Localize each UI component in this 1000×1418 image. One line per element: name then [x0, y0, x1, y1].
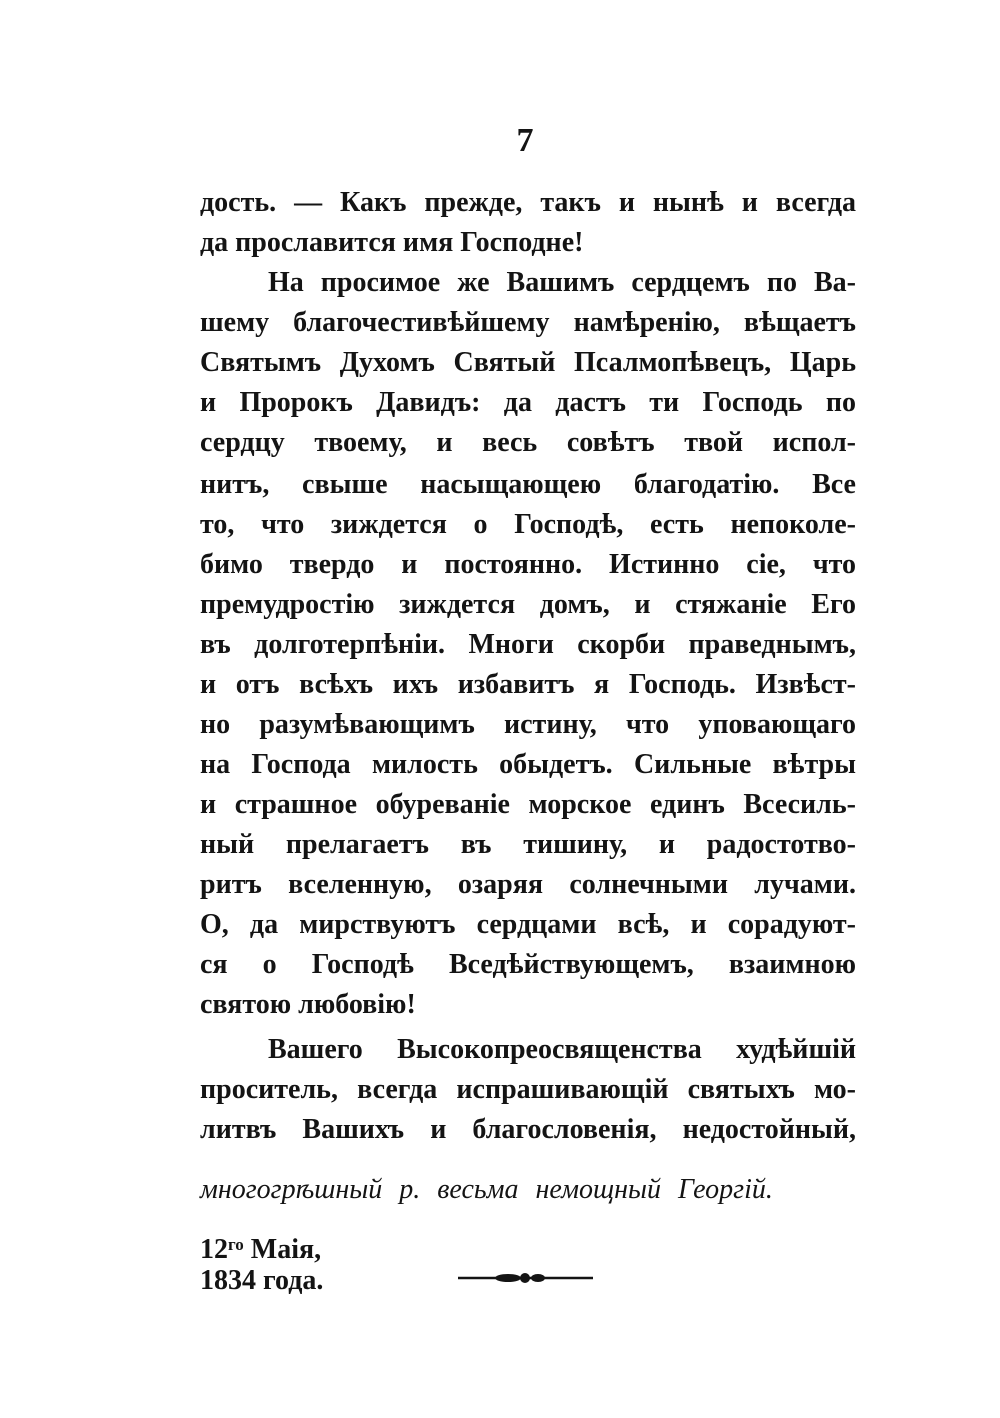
text-line: Вашего Высокопреосвященства худѣйшій	[268, 1034, 856, 1065]
text-line: и страшное обуреваніе морское единъ Всесиль-	[200, 789, 856, 820]
text-line: На просимое же Вашимъ сердцемъ по Ва-	[268, 267, 856, 298]
text-line: дость. — Какъ прежде, такъ и нынѣ и всегда	[200, 187, 856, 218]
text-line: но разумѣвающимъ истину, что уповающаго	[200, 709, 856, 740]
date-year: 1834 года.	[200, 1265, 324, 1296]
text-line: нитъ, свыше насыщающею благодатію. Все	[200, 469, 856, 500]
date-day-suffix: го	[228, 1235, 244, 1254]
text-line: сердцу твоему, и весь совѣтъ твой испол-	[200, 427, 856, 458]
text-line: бимо твердо и постоянно. Истинно сіе, что	[200, 549, 856, 580]
text-line: ся о Господѣ Вседѣйствующемъ, взаимною	[200, 949, 856, 980]
text-line: на Господа милость обыдетъ. Сильные вѣтры	[200, 749, 856, 780]
text-line: и отъ всѣхъ ихъ избавитъ я Господь. Извѣст-	[200, 669, 856, 700]
text-line: и Пророкъ Давидъ: да дастъ ти Господь по	[200, 387, 856, 418]
text-line: премудростію зиждется домъ, и стяжаніе Его	[200, 589, 856, 620]
text-line: ритъ вселенную, озаряя солнечными лучами.	[200, 869, 856, 900]
text-line: въ долготерпѣніи. Многи скорби праведнымъ,	[200, 629, 856, 660]
text-line: ный прелагаетъ въ тишину, и радостотво-	[200, 829, 856, 860]
date-day-number: 12	[200, 1234, 228, 1265]
ornament-divider-icon	[458, 1268, 593, 1288]
text-line: то, что зиждется о Господѣ, есть непоколе-	[200, 509, 856, 540]
text-line: проситель, всегда испрашивающій святыхъ мо-	[200, 1074, 856, 1105]
page-number: 7	[516, 122, 534, 159]
text-line: Святымъ Духомъ Святый Псалмопѣвецъ, Царь	[200, 347, 856, 378]
text-line: литвъ Вашихъ и благословенія, недостойный,	[200, 1114, 856, 1145]
text-line: да прославится имя Господне!	[200, 227, 584, 258]
text-line: святою любовію!	[200, 989, 416, 1020]
text-line: шему благочестивѣйшему намѣренію, вѣщаетъ	[200, 307, 856, 338]
date-month: Маія,	[250, 1234, 322, 1265]
date-day	[200, 1227, 321, 1268]
signature: многогрѣшный р. весьма немощный Георгій.	[200, 1174, 773, 1205]
text-line: О, да мирствуютъ сердцами всѣ, и сорадуют-	[200, 909, 856, 940]
